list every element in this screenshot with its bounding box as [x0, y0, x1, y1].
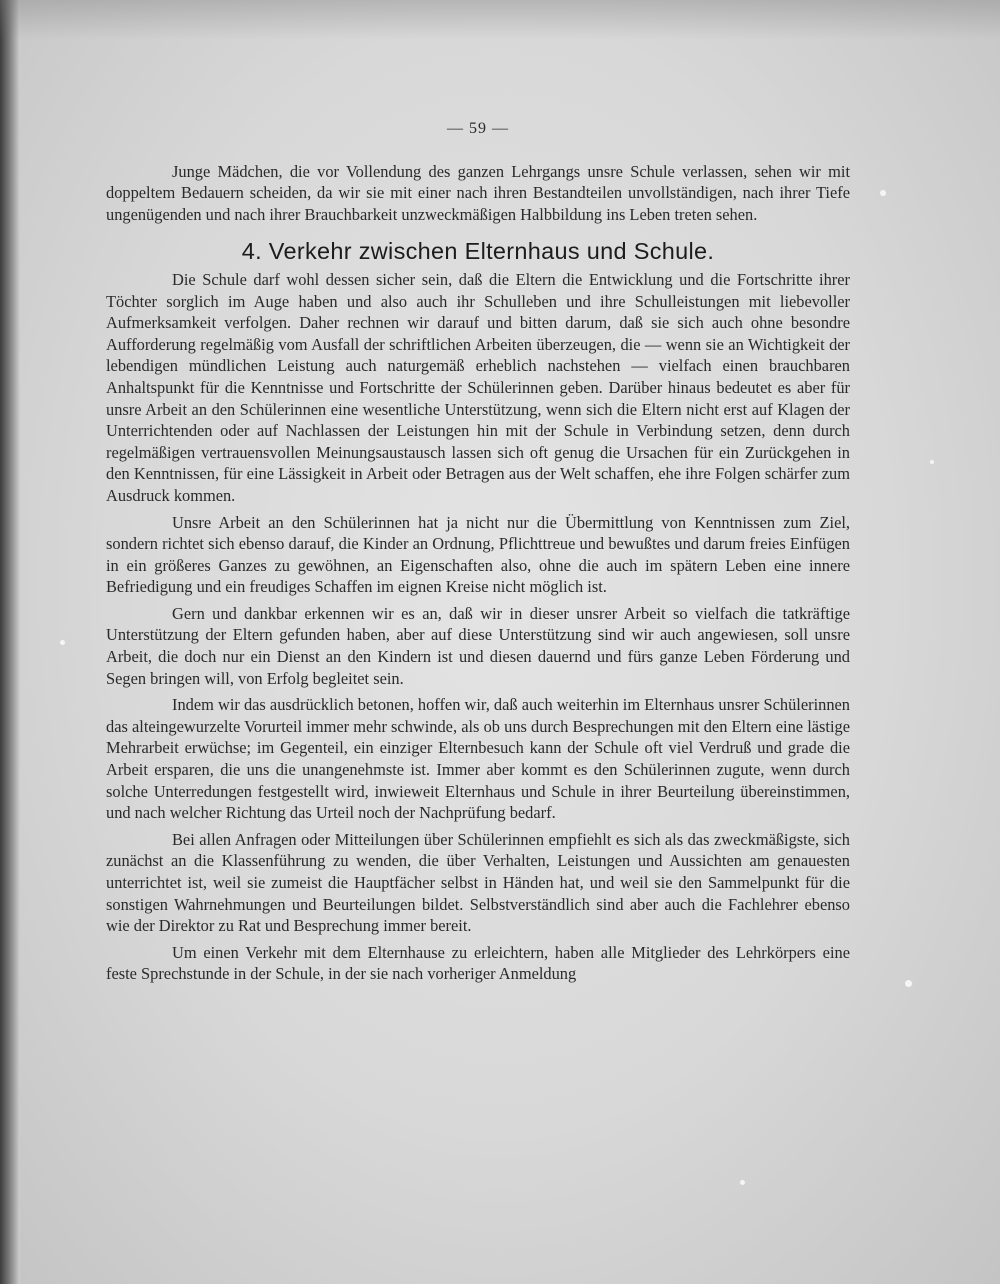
body-paragraph: Unsre Arbeit an den Schülerinnen hat ja nicht nur die Übermittlung von Kenntnissen zum Ziel, sondern richtet sich ebenso darauf, die Kinder an Ordnung, Pflichttreue und bewußtes und darum freies Einfügen in ein größeres Ganzes zu gewöhnen, an Eigenschaften also, ohne die auch im spätern Leben eine innere Befriedigung und ein freudiges Schaffen im eignen Kreise nicht möglich ist.	[106, 512, 850, 597]
paper-speck	[740, 1180, 745, 1185]
body-paragraph: Um einen Verkehr mit dem Elternhause zu erleichtern, haben alle Mitglieder des Lehrkörpers eine feste Sprechstunde in der Schule, in der sie nach vorheriger Anmeldung	[106, 942, 850, 984]
body-paragraph: Gern und dankbar erkennen wir es an, daß wir in dieser unsrer Arbeit so vielfach die tatkräftige Unterstützung der Eltern gefunden haben, aber auf diese Unterstützung sind wir auch angewiesen, soll unsre Arbeit, die doch nur ein Dienst an den Kindern ist und diesen dauernd und fürs ganze Leben Förderung und Segen bringen will, von Erfolg begleitet sein.	[106, 603, 850, 688]
text-block	[106, 118, 850, 985]
body-paragraph: Indem wir das ausdrücklich betonen, hoffen wir, daß auch weiterhin im Elternhaus unsrer Schülerinnen das alteingewurzelte Vorurteil immer mehr schwinde, als ob uns durch Besprechungen mit den Eltern eine lästige Mehrarbeit erwüchse; im Gegenteil, ein einziger Elternbesuch kann der Schule oft viel Verdruß und grade die Arbeit ersparen, die uns die unangenehmste ist. Immer aber kommt es den Schülerinnen zugute, wenn durch solche Unterredungen festgestellt wird, inwieweit Elternhaus und Schule in ihrer Beurteilung übereinstimmen, und nach welcher Richtung das Urteil noch der Nachprüfung bedarf.	[106, 695, 850, 823]
page-top-shadow	[0, 0, 1000, 40]
intro-paragraph: Junge Mädchen, die vor Vollendung des ganzen Lehrgangs unsre Schule verlassen, sehen wir mit doppeltem Bedauern scheiden, da wir sie mit einer nach ihren Bestandteilen unvollständigen, nach ihrer Tiefe ungenügenden und nach ihrer Brauchbarkeit unzweckmäßigen Halbbildung ins Leben treten sehen.	[106, 161, 850, 224]
paper-speck	[880, 190, 886, 196]
paper-speck	[930, 460, 934, 464]
paper-speck	[60, 640, 65, 645]
body-paragraph: Die Schule darf wohl dessen sicher sein, daß die Eltern die Entwicklung und die Fortschritte ihrer Töchter sorglich im Auge haben und also auch ihr Schulleben und ihre Schulleistungen mit liebevoller Aufmerksamkeit verfolgen. Daher rechnen wir darauf und bitten darum, daß sie sich auch ohne besondre Aufforderung regelmäßig vom Ausfall der schriftlichen Arbeiten überzeugen, die — wenn sie an Wichtigkeit der lebendigen mündlichen Leistung auch naturgemäß erheblich nachstehen — vielfach einen brauchbaren Anhaltspunkt für die Kenntnisse und Fortschritte der Schülerinnen geben. Darüber hinaus bedeutet es aber für unsre Arbeit an den Schülerinnen eine wesentliche Unterstützung, wenn sich die Eltern nicht erst auf Klagen der Unterrichtenden oder auf Nachlassen der Leistungen hin mit der Schule in Verbindung setzen, denn durch regelmäßigen vertrauensvollen Meinungsaustausch lassen sich oft genug die Ursachen für ein Zurückgehen in den Kenntnissen, für eine Lässigkeit in Arbeit oder Betragen aus der Welt schaffen, ehe ihre Folgen schärfer zum Ausdruck kommen.	[106, 269, 850, 505]
paper-speck	[905, 980, 912, 987]
section-heading: 4. Verkehr zwischen Elternhaus und Schule.	[241, 238, 715, 265]
page-number: — 59 —	[447, 120, 509, 137]
page-binding-edge	[0, 0, 20, 1284]
body-paragraph: Bei allen Anfragen oder Mitteilungen über Schülerinnen empfiehlt es sich als das zweckmäßigste, sich zunächst an die Klassenführung zu wenden, die über Verhalten, Leistungen und Aussichten am genauesten unterrichtet ist, weil sie zumeist die Hauptfächer selbst in Händen hat, und weil sie den Sammelpunkt für die sonstigen Wahrnehmungen und Beurteilungen bildet. Selbstverständlich sind aber auch die Fachlehrer ebenso wie der Direktor zu Rat und Besprechung immer bereit.	[106, 829, 850, 936]
